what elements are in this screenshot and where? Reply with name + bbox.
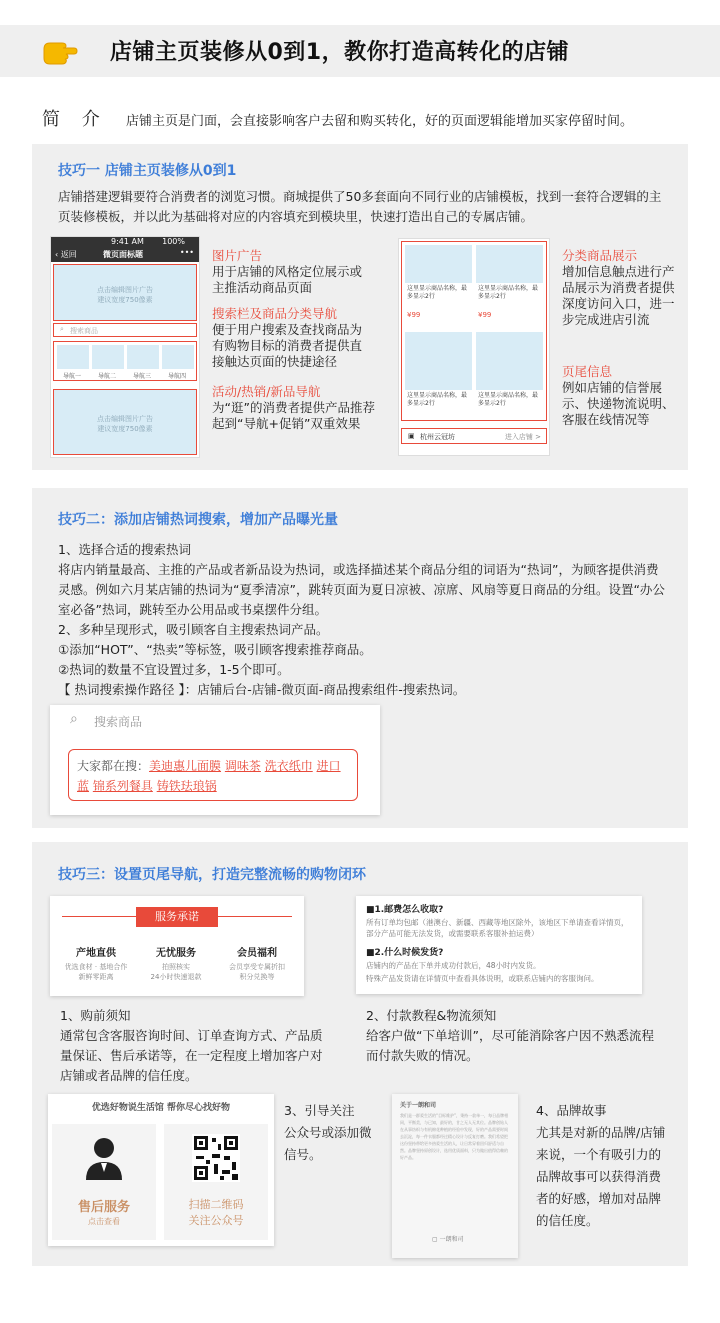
item-brand-story: [536, 1100, 666, 1232]
faq-question-1: ■1.邮费怎么收取?: [366, 905, 444, 915]
enter-shop-link[interactable]: 进入店铺 >: [504, 433, 541, 441]
faq-answer-2: 店铺内的产品在下单并成功付款后，48小时内发货。: [366, 961, 541, 970]
item-pre-purchase-desc: 通常包含客服咨询时间、订单查询方式、产品质量保证、售后承诺等，在一定程度上增加客户对店铺或者品牌的信任度。: [60, 1028, 323, 1083]
label-category-goods: [562, 248, 680, 328]
banner-ad-2-text: 点击编辑图片广告 建议宽度750像素: [97, 415, 153, 433]
phone-category-nav: [53, 341, 197, 381]
goods-name: 这里显示商品名称，最多显示2行: [407, 392, 468, 407]
tip2-title: 技巧二：添加店铺热词搜索，增加产品曝光量: [58, 512, 338, 528]
intro-label: 简 介: [42, 109, 108, 130]
hot-word-5[interactable]: 锦系列餐具: [92, 779, 153, 793]
page-title: 店铺主页装修从0到1，教你打造高转化的店铺: [110, 40, 570, 65]
faq-question-2: ■2.什么时候发货?: [366, 948, 444, 958]
hot-search-card: [50, 705, 380, 815]
follow-account-label: 关注公众号: [188, 1214, 244, 1227]
tip3-title: 技巧三：设置页尾导航，打造完整流畅的购物闭环: [58, 867, 366, 883]
service-promise-card: [50, 896, 304, 996]
item-brand-story-title: 4、品牌故事: [536, 1103, 607, 1118]
banner-ad-1-text: 点击编辑图片广告 建议宽度750像素: [97, 286, 153, 304]
brand-story-card: [392, 1094, 518, 1258]
hot-words-prefix: 大家都在搜：: [77, 759, 150, 773]
goods-price: ¥99: [478, 311, 492, 319]
hot-search-bar[interactable]: [50, 705, 380, 737]
tip1-paragraph: 店铺搭建逻辑要符合消费者的浏览习惯。商城提供了50多套面向不同行业的店铺模板，找到一套符合逻辑的主页装修模板，并以此为基础将对应的内容填充到模块里，快速打造出自己的专属店铺。: [58, 189, 662, 224]
after-sale-block[interactable]: [52, 1124, 156, 1240]
label-category-goods-desc: 增加信息触点进行产品展示为消费者提供深度访问入口，进一步完成进店引流: [562, 264, 675, 327]
search-icon: ⌕: [60, 325, 64, 333]
item-brand-story-desc: 尤其是对新的品牌/店铺来说，一个有吸引力的品牌故事可以获得消费者的好感，增加对品牌的信任度。: [536, 1125, 666, 1228]
label-banner-ad-title: 图片广告: [212, 248, 263, 263]
hot-words-box: [68, 749, 358, 801]
nav-image-3: [127, 345, 159, 369]
item-payment-title: 2、付款教程&物流须知: [366, 1008, 497, 1023]
tip1-title: 技巧一 店铺主页装修从0到1: [58, 163, 237, 179]
tip2-section: [32, 488, 688, 828]
phone-page-title: 微页面标题: [103, 250, 143, 259]
item-pre-purchase: [60, 1006, 328, 1086]
item-follow-title: 3、引导关注: [284, 1103, 355, 1118]
item-follow: [284, 1100, 374, 1166]
hot-word-3[interactable]: 洗衣纸巾: [264, 759, 313, 773]
tip3-section: [32, 842, 688, 1266]
nav-item-3[interactable]: 导航三: [133, 373, 152, 380]
status-battery: 100%: [162, 237, 185, 246]
label-banner-ad-desc: 用于店铺的风格定位展示或主推活动商品页面: [212, 264, 363, 295]
tip1-section: [32, 144, 688, 470]
label-activity-nav: [212, 384, 387, 432]
service-col-1: 产地直供 优选食材 · 基地合作 新鲜零距离: [64, 948, 128, 981]
tip2-line-1: 1、选择合适的搜索热词: [58, 542, 191, 557]
goods-mockup: [398, 238, 550, 456]
faq-answer-3: 特殊产品发货请在详情页中查看具体说明，或联系店铺内的客服询问。: [366, 974, 599, 983]
phone-search-bar[interactable]: [53, 323, 197, 337]
faq-card: [356, 896, 642, 994]
goods-card-1[interactable]: [405, 245, 472, 327]
phone-search-placeholder: 搜索商品: [70, 327, 98, 335]
hot-word-6[interactable]: 铸铁珐琅锅: [156, 779, 217, 793]
service-badge: 服务承诺: [136, 907, 218, 927]
header-bar: [0, 25, 720, 77]
goods-grid: [401, 241, 547, 421]
promo-slogan: 优选好物说生活馆 帮你尽心找好物: [91, 1103, 231, 1113]
goods-card-4[interactable]: [476, 332, 543, 418]
qr-code-icon: [192, 1134, 240, 1182]
label-footer-info: [562, 364, 680, 428]
goods-name: 这里显示商品名称，最多显示2行: [478, 392, 539, 407]
tip2-body: [58, 540, 668, 700]
label-footer-info-desc: 例如店铺的信誉展示、快递物流说明、客服在线情况等: [562, 380, 675, 427]
brand-story-body: 我们是一群爱生活的“目标维护”，秉持一款单一，每日品牌相同，平衡美，与已知，最好的，甘之无人无其位。品牌创始人在从事纺织与有机棉花种植的经验中发现，好的产品需要时间去沉淀，每一件衣服都经过精心设计与反复打磨。我们希望把这份坚持带给更多热爱生活的人，让日常穿着回归舒适与自然。品牌坚持原创设计，选用优质面料，只为做出值得信赖的好产品。: [400, 1113, 509, 1160]
customer-service-icon: [84, 1136, 124, 1180]
phone-mockup: [50, 236, 200, 458]
item-follow-desc: 公众号或添加微信号。: [284, 1125, 372, 1162]
hot-word-2[interactable]: 调味茶: [224, 759, 261, 773]
tip2-line-5: ②热词的数量不宜设置过多，1-5个即可。: [58, 662, 290, 677]
faq-answer-1: 所有订单均包邮（港澳台、新疆、西藏等地区除外，该地区下单请查看详情页，部分产品可能无法发货，或需要联系客服补拍运费）: [366, 918, 629, 938]
goods-name: 这里显示商品名称，最多显示2行: [478, 285, 539, 300]
label-search-nav-desc: 便于用户搜索及查找商品为有购物目标的消费者提供直接触达页面的快捷途径: [212, 322, 363, 369]
intro-text: 店铺主页是门面，会直接影响客户去留和购买转化，好的页面逻辑能增加买家停留时间。: [126, 114, 634, 129]
after-sale-sub: 点击查看: [88, 1217, 120, 1226]
label-activity-nav-desc: 为“逛”的消费者提供产品推荐起到“导航+促销”双重效果: [212, 400, 375, 431]
item-payment-desc: 给客户做“下单培训”，尽可能消除客户因不熟悉流程而付款失败的情况。: [366, 1028, 654, 1063]
back-button[interactable]: ‹ 返回: [55, 250, 77, 259]
tip2-line-6: 【 热词搜索操作路径 】：店铺后台-店铺-微页面-商品搜索组件-搜索热词。: [58, 682, 466, 697]
search-icon: ⌕: [70, 711, 78, 727]
shop-footer-bar[interactable]: [401, 428, 547, 444]
shop-name: 杭州云冠坊: [420, 433, 455, 441]
phone-status-bar: [51, 237, 199, 247]
label-footer-info-title: 页尾信息: [562, 364, 613, 379]
qr-block[interactable]: [164, 1124, 268, 1240]
label-banner-ad: [212, 248, 372, 296]
more-icon[interactable]: •••: [179, 248, 194, 257]
tip2-line-4: ①添加“HOT”、“热卖”等标签，吸引顾客搜索推荐商品。: [58, 642, 372, 657]
goods-card-3[interactable]: [405, 332, 472, 418]
hot-word-4[interactable]: 进口蓝: [77, 759, 341, 793]
label-search-nav-title: 搜索栏及商品分类导航: [212, 306, 338, 321]
goods-name: 这里显示商品名称，最多显示2行: [407, 285, 468, 300]
brand-story-sign: ▢ 一朗和司: [432, 1236, 464, 1243]
nav-image-1: [57, 345, 89, 369]
banner-ad-2: [53, 389, 197, 455]
goods-card-2[interactable]: [476, 245, 543, 327]
nav-item-4[interactable]: 导航四: [168, 373, 187, 380]
label-category-goods-title: 分类商品展示: [562, 248, 638, 263]
follow-promo-card: [48, 1094, 274, 1246]
item-pre-purchase-title: 1、购前须知: [60, 1008, 131, 1023]
brand-story-title: 关于一朗和司: [400, 1102, 437, 1109]
hot-word-1[interactable]: 美迪惠儿面膜: [149, 759, 222, 773]
item-payment: [366, 1006, 656, 1066]
scan-qr-label: 扫描二维码: [188, 1198, 244, 1211]
pointing-hand-icon: [40, 37, 78, 65]
phone-nav-bar: [51, 247, 199, 262]
shop-icon: ▣: [408, 432, 415, 440]
service-col-3: 会员福利 会员享受专属折扣 积分兑换等: [229, 948, 285, 981]
status-time: 9:41 AM: [111, 237, 144, 246]
label-search-nav: [212, 306, 372, 370]
tip2-line-2: 将店内销量最高、主推的产品或者新品设为热词，或选择描述某个商品分组的词语为“热词”，为顾客提供消费灵感。例如六月某店铺的热词为“夏季清凉”，跳转页面为夏日凉被、凉席、风扇等夏日商品的分组。设置“办公室必备”热词，跳转至办公用品或书桌摆件分组。: [58, 562, 665, 617]
goods-price: ¥99: [407, 311, 421, 319]
tip2-line-3: 2、多种呈现形式，吸引顾客自主搜索热词产品。: [58, 622, 329, 637]
label-activity-nav-title: 活动/热销/新品导航: [212, 384, 321, 399]
hot-search-placeholder: 搜索商品: [94, 715, 143, 729]
nav-image-2: [92, 345, 124, 369]
nav-image-4: [162, 345, 194, 369]
nav-item-1[interactable]: 导航一: [63, 373, 82, 380]
service-col-2: 无忧服务 拍照核实 24小时快速退款: [150, 948, 202, 981]
nav-item-2[interactable]: 导航二: [98, 373, 117, 380]
after-sale-label: 售后服务: [77, 1200, 130, 1215]
banner-ad-1: [53, 264, 197, 321]
